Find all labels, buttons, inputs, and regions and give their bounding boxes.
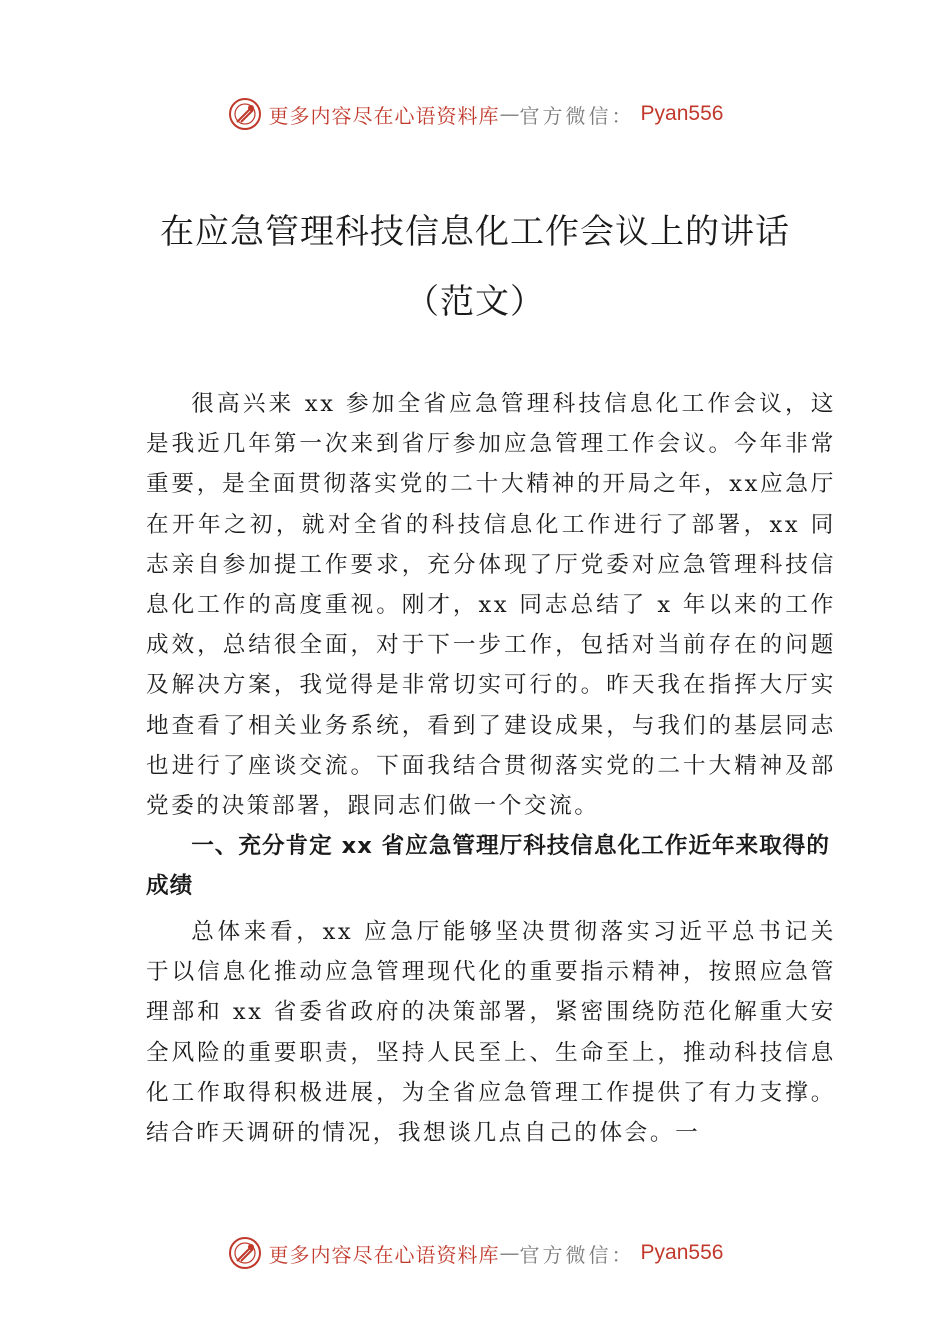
body-paragraph-1: [146, 384, 836, 826]
paragraph-text: 总体来看，xx 应急厅能够坚决贯彻落实习近平总书记关于以信息化推动应急管理现代化的重要指示精神，按照应急管理部和 xx 省委省政府的决策部署，紧密围绕防范化解重大安全风险的重要职责，坚持人民至上、生命至上，推动科技信息化工作取得积极进展，为全省应急管理工作提供了有力支撑。结合昨天调研的情况，我想谈几点自己的体会。一: [146, 919, 836, 1147]
document-subtitle: （范文）: [405, 282, 545, 322]
document-title: 在应急管理科技信息化工作会议上的讲话: [160, 212, 790, 252]
watermark-brand: 更多内容尽在心语资料库: [268, 1242, 500, 1267]
watermark-dash: —: [499, 102, 520, 126]
seal-logo-icon: [227, 1235, 263, 1271]
watermark-wechat-label: 官方微信：: [519, 1242, 635, 1267]
section-heading-1: 一、充分肯定 xx 省应急管理厅科技信息化工作近年来取得的成绩: [146, 833, 830, 900]
watermark-wechat-id: Pyan556: [640, 102, 724, 125]
body-paragraph-2: [146, 912, 836, 1153]
watermark-dash: —: [499, 1241, 520, 1265]
seal-logo-icon: [227, 96, 263, 132]
watermark-wechat-id: Pyan556: [640, 1241, 724, 1264]
paragraph-text: 很高兴来 xx 参加全省应急管理科技信息化工作会议，这是我近几年第一次来到省厅参加应急管理工作会议。今年非常重要，是全面贯彻落实党的二十大精神的开局之年，xx应急厅在开年之初，就对全省的科技信息化工作进行了部署，xx 同志亲自参加提工作要求，充分体现了厅党委对应急管理科技信息化工作的高度重视。刚才，xx 同志总结了 x 年以来的工作成效，总结很全面，对于下一步工作，包括对当前存在的问题及解决方案，我觉得是非常切实可行的。昨天我在指挥大厅实地查看了相关业务系统，看到了建设成果，与我们的基层同志也进行了座谈交流。下面我结合贯彻落实党的二十大精神及部党委的决策部署，跟同志们做一个交流。: [146, 391, 836, 820]
watermark-wechat-label: 官方微信：: [519, 103, 635, 128]
watermark-brand: 更多内容尽在心语资料库: [268, 103, 500, 128]
header-watermark: [0, 94, 950, 134]
footer-watermark: [0, 1233, 950, 1273]
